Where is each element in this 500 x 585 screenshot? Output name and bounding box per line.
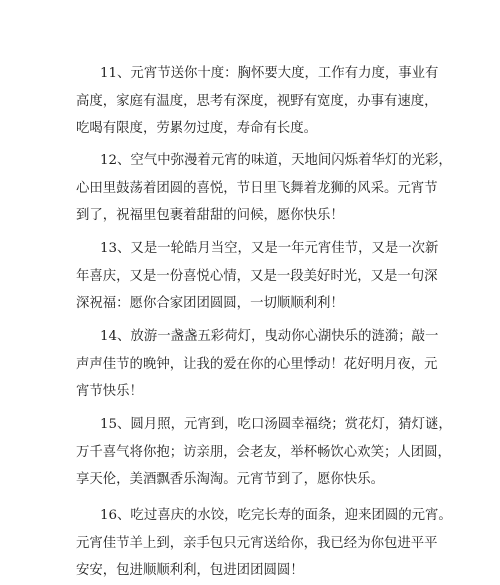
paragraph-line: 16、吃过喜庆的水饺，吃完长寿的面条，迎来团圆的元宵。 (100, 508, 452, 523)
paragraph-11 (76, 60, 439, 143)
paragraph-line: 高度，家庭有温度，思考有深度，视野有宽度，办事有速度， (76, 93, 438, 109)
paragraph-line: 享天伦，美酒飘香乐淘淘。元宵节到了，愿你快乐。 (76, 472, 384, 487)
paragraph-12 (76, 147, 452, 230)
paragraph-line: 15、圆月照，元宵到，吃口汤圆幸福绕；赏花灯，猜灯谜， (100, 417, 452, 432)
paragraph-line: 吃喝有限度，劳累勿过度，寿命有长度。 (76, 121, 318, 136)
paragraph-16 (76, 502, 452, 585)
paragraph-line: 心田里鼓荡着团圆的喜悦，节日里飞舞着龙狮的风采。元宵节 (76, 180, 438, 196)
paragraph-line: 14、放游一盏盏五彩荷灯，曳动你心湖快乐的涟漪；敲一 (100, 329, 439, 344)
paragraph-line: 到了，祝福里包裹着甜甜的问候，愿你快乐！ (76, 208, 344, 223)
paragraph-15 (76, 411, 452, 494)
paragraph-line: 万千喜气将你抱；访亲朋，会老友，举杯畅饮心欢笑；人团圆， (76, 444, 451, 460)
paragraph-line: 11、元宵节送你十度：胸怀要大度，工作有力度，事业有 (100, 66, 439, 81)
paragraph-line: 年喜庆，又是一份喜悦心情，又是一段美好时光，又是一句深 (76, 268, 438, 284)
paragraph-14 (76, 323, 439, 406)
paragraph-13 (76, 235, 439, 318)
paragraph-line: 深祝福：愿你合家团团圆圆，一切顺顺利利！ (76, 296, 344, 311)
paragraph-line: 声声佳节的晚钟，让我的爱在你的心里悸动！花好明月夜，元 (76, 356, 438, 372)
paragraph-line: 12、空气中弥漫着元宵的味道，天地间闪烁着华灯的光彩， (100, 153, 452, 168)
paragraph-line: 13、又是一轮皓月当空，又是一年元宵佳节，又是一次新 (100, 241, 439, 256)
paragraph-line: 安安，包进顺顺利利，包进团团圆圆！ (76, 563, 304, 578)
paragraph-line: 元宵佳节羊上到，亲手包只元宵送给你，我已经为你包进平平 (76, 535, 438, 551)
paragraph-line: 宵节快乐！ (76, 384, 143, 399)
